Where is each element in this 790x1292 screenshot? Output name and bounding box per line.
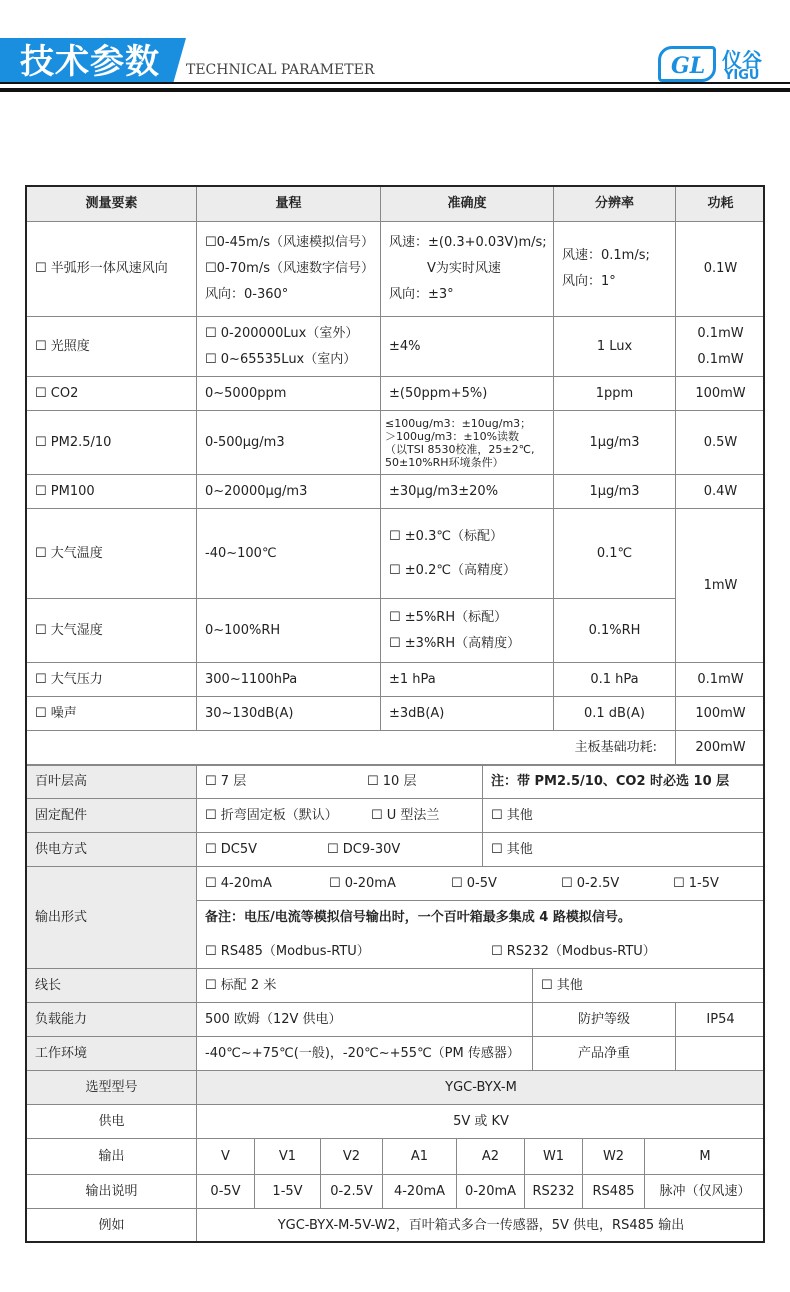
light-range-line: ☐ 0-200000Lux（室外） — [205, 325, 359, 341]
row-press-power: 0.1mW — [676, 663, 765, 697]
wind-res-line: 风速：0.1m/s; — [562, 248, 650, 263]
wind-acc-line: V为实时风速 — [427, 261, 501, 276]
output-option-4-20ma[interactable]: ☐ 4-20mA — [205, 876, 272, 891]
out-desc-cell: 0-20mA — [457, 1175, 525, 1209]
col-head-range: 量程 — [197, 187, 381, 222]
output-option-rs232[interactable]: ☐ RS232（Modbus-RTU） — [491, 944, 656, 959]
col-head-resolution: 分辨率 — [554, 187, 676, 222]
temp-acc-line: ☐ ±0.2℃（高精度） — [389, 562, 516, 578]
row-pm25-range: 0-500μg/m3 — [197, 411, 381, 475]
row-noise-name: ☐ 噪声 — [27, 697, 197, 731]
row-light-name: ☐ 光照度 — [27, 317, 197, 377]
mount-option-other[interactable]: ☐ 其他 — [482, 799, 765, 833]
output-label: 输出形式 — [27, 867, 197, 969]
out-desc-cell: 0-2.5V — [321, 1175, 383, 1209]
ip-value: IP54 — [676, 1003, 765, 1037]
cable-option-2m[interactable]: ☐ 标配 2 米 — [197, 969, 533, 1003]
mount-option-plate[interactable]: ☐ 折弯固定板（默认） — [205, 808, 338, 823]
wind-range-line: ☐0-45m/s（风速模拟信号） — [205, 235, 374, 250]
layers-option-10[interactable]: ☐ 10 层 — [367, 774, 417, 789]
row-pm25-power: 0.5W — [676, 411, 765, 475]
out-code-cell: A2 — [457, 1139, 525, 1175]
spec-table — [25, 185, 765, 1243]
layers-note: 注：带 PM2.5/10、CO2 时必选 10 层 — [482, 765, 765, 799]
light-power-line: 0.1mW — [697, 351, 744, 367]
out-code-cell: A1 — [383, 1139, 457, 1175]
output-option-0-20ma[interactable]: ☐ 0-20mA — [329, 876, 396, 891]
logo-mark-icon: GL — [658, 46, 716, 82]
board-power-value: 200mW — [676, 731, 765, 765]
model-value: YGC-BYX-M — [197, 1071, 765, 1105]
wind-acc-line: 风向：±3° — [389, 287, 454, 302]
row-press-name: ☐ 大气压力 — [27, 663, 197, 697]
env-label: 工作环境 — [27, 1037, 197, 1071]
temp-acc-line: ☐ ±0.3℃（标配） — [389, 528, 503, 544]
env-value: -40℃~+75℃(一般)，-20℃~+55℃（PM 传感器） — [197, 1037, 533, 1071]
supply-label: 供电方式 — [27, 833, 197, 867]
row-co2-resolution: 1ppm — [554, 377, 676, 411]
wind-acc-line: 风速：±(0.3+0.03V)m/s; — [389, 235, 547, 250]
mount-label: 固定配件 — [27, 799, 197, 833]
output-option-0-5v[interactable]: ☐ 0-5V — [451, 876, 497, 891]
row-hum-range: 0~100%RH — [197, 599, 381, 663]
example-value: YGC-BYX-M-5V-W2，百叶箱式多合一传感器，5V 供电，RS485 输出 — [277, 1218, 685, 1233]
row-pm100-range: 0~20000μg/m3 — [197, 475, 381, 509]
row-light-range — [197, 317, 381, 377]
cable-option-other[interactable]: ☐ 其他 — [533, 969, 765, 1003]
row-noise-range: 30~130dB(A) — [197, 697, 381, 731]
load-value: 500 欧姆（12V 供电） — [197, 1003, 533, 1037]
pm25-acc-line: 50±10%RH环境条件） — [385, 455, 504, 469]
row-co2-range: 0~5000ppm — [197, 377, 381, 411]
col-head-power: 功耗 — [676, 187, 765, 222]
out-desc-cell: 脉冲（仅风速） — [645, 1175, 765, 1209]
row-temp-accuracy — [381, 509, 554, 599]
row-noise-resolution: 0.1 dB(A) — [554, 697, 676, 731]
row-wind-accuracy — [381, 222, 554, 317]
row-pm100-accuracy: ±30μg/m3±20% — [381, 475, 554, 509]
layers-label: 百叶层高 — [27, 765, 197, 799]
wind-range-line: 风向：0-360° — [205, 287, 289, 302]
pm25-acc-line: （以TSI 8530校准，25±2℃, — [385, 442, 535, 456]
row-pm25-name: ☐ PM2.5/10 — [27, 411, 197, 475]
supply-option-dc5v[interactable]: ☐ DC5V — [205, 842, 258, 857]
light-range-line: ☐ 0~65535Lux（室内） — [205, 351, 357, 367]
row-pm25-accuracy — [381, 411, 554, 475]
row-co2-power: 100mW — [676, 377, 765, 411]
row-co2-name: ☐ CO2 — [27, 377, 197, 411]
out-code-cell: V — [197, 1139, 255, 1175]
wind-res-line: 风向：1° — [562, 274, 616, 289]
hum-acc-line: ☐ ±3%RH（高精度） — [389, 635, 521, 651]
row-noise-power: 100mW — [676, 697, 765, 731]
output-option-1-5v[interactable]: ☐ 1-5V — [673, 876, 719, 891]
model-supply-value: 5V 或 KV — [197, 1105, 765, 1139]
page-header — [0, 0, 790, 96]
cable-label: 线长 — [27, 969, 197, 1003]
row-temp-resolution: 0.1℃ — [554, 509, 676, 599]
row-pm100-resolution: 1μg/m3 — [554, 475, 676, 509]
supply-option-other[interactable]: ☐ 其他 — [482, 833, 765, 867]
out-desc-cell: 0-5V — [197, 1175, 255, 1209]
row-pm100-power: 0.4W — [676, 475, 765, 509]
row-light-accuracy: ±4% — [381, 317, 554, 377]
mount-option-flange[interactable]: ☐ U 型法兰 — [371, 808, 440, 823]
row-wind-power: 0.1W — [676, 222, 765, 317]
row-hum-resolution: 0.1%RH — [554, 599, 676, 663]
out-code-cell: M — [645, 1139, 765, 1175]
model-desc-label: 输出说明 — [27, 1175, 197, 1209]
col-head-element: 测量要素 — [27, 187, 197, 222]
output-option-0-2.5v[interactable]: ☐ 0-2.5V — [561, 876, 620, 891]
output-note: 备注：电压/电流等模拟信号输出时，一个百叶箱最多集成 4 路模拟信号。 — [205, 910, 631, 925]
page-subtitle: TECHNICAL PARAMETER — [186, 62, 375, 78]
row-noise-accuracy: ±3dB(A) — [381, 697, 554, 731]
logo-cn-text: 仪谷 — [722, 48, 762, 72]
row-pm100-name: ☐ PM100 — [27, 475, 197, 509]
model-supply-label: 供电 — [27, 1105, 197, 1139]
row-pm25-resolution: 1μg/m3 — [554, 411, 676, 475]
row-press-resolution: 0.1 hPa — [554, 663, 676, 697]
row-co2-accuracy: ±(50ppm+5%) — [381, 377, 554, 411]
out-code-cell: W1 — [525, 1139, 583, 1175]
logo-en-text: YIGU — [724, 68, 760, 83]
row-wind-name: ☐ 半弧形一体风速风向 — [27, 222, 197, 317]
model-out-label: 输出 — [27, 1139, 197, 1175]
ip-label: 防护等级 — [533, 1003, 676, 1037]
light-power-line: 0.1mW — [697, 325, 744, 341]
pm25-acc-line: ＞100ug/m3：±10%读数 — [385, 429, 520, 443]
supply-option-dc9-30v[interactable]: ☐ DC9-30V — [327, 842, 401, 857]
out-desc-cell: RS232 — [525, 1175, 583, 1209]
col-head-accuracy: 准确度 — [381, 187, 554, 222]
output-option-rs485[interactable]: ☐ RS485（Modbus-RTU） — [205, 944, 370, 959]
pm25-acc-line: ≤100ug/m3：±10ug/m3； — [385, 416, 532, 430]
row-press-accuracy: ±1 hPa — [381, 663, 554, 697]
row-light-power — [676, 317, 765, 377]
row-hum-name: ☐ 大气湿度 — [27, 599, 197, 663]
load-label: 负载能力 — [27, 1003, 197, 1037]
example-label: 例如 — [27, 1209, 197, 1243]
row-light-resolution: 1 Lux — [554, 317, 676, 377]
wind-range-line: ☐0-70m/s（风速数字信号） — [205, 261, 374, 276]
row-wind-range — [197, 222, 381, 317]
row-temp-name: ☐ 大气温度 — [27, 509, 197, 599]
hum-acc-line: ☐ ±5%RH（标配） — [389, 609, 508, 625]
out-desc-cell: RS485 — [583, 1175, 645, 1209]
board-power-label: 主板基础功耗: — [27, 731, 676, 765]
page-title: 技术参数 — [20, 42, 160, 82]
row-temp-hum-power: 1mW — [676, 509, 765, 663]
row-wind-resolution — [554, 222, 676, 317]
out-code-cell: V2 — [321, 1139, 383, 1175]
row-hum-accuracy — [381, 599, 554, 663]
layers-option-7[interactable]: ☐ 7 层 — [205, 774, 247, 789]
out-code-cell: W2 — [583, 1139, 645, 1175]
row-temp-range: -40~100℃ — [197, 509, 381, 599]
out-code-cell: V1 — [255, 1139, 321, 1175]
weight-value — [676, 1037, 765, 1071]
out-desc-cell: 1-5V — [255, 1175, 321, 1209]
out-desc-cell: 4-20mA — [383, 1175, 457, 1209]
brand-logo — [658, 44, 768, 84]
row-press-range: 300~1100hPa — [197, 663, 381, 697]
weight-label: 产品净重 — [533, 1037, 676, 1071]
model-label: 选型型号 — [27, 1071, 197, 1105]
